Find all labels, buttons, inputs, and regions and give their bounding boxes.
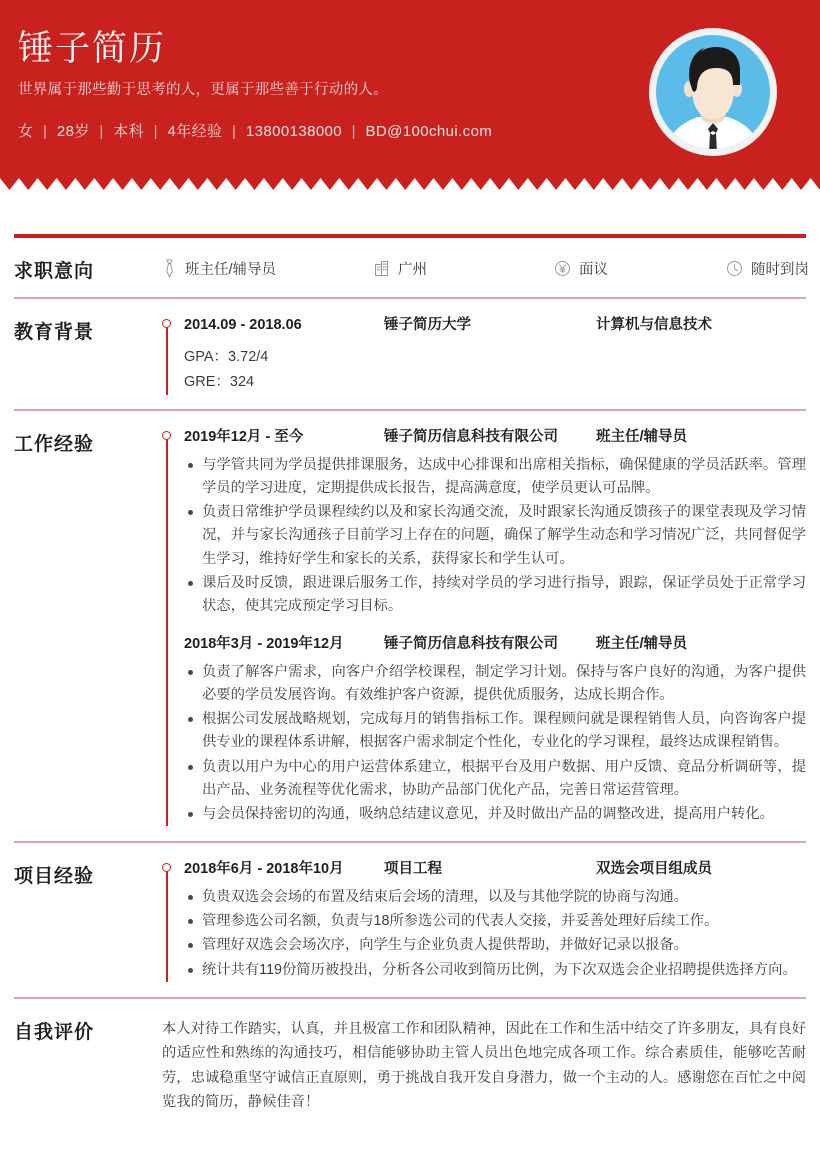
clock-icon — [726, 260, 743, 277]
section-work — [14, 411, 806, 843]
meta-age: 28岁 — [56, 123, 90, 141]
project-entry — [184, 859, 806, 982]
objective-item-city — [374, 258, 554, 279]
meta-email: BD@100chui.com — [365, 123, 493, 141]
section-self-evaluation — [14, 999, 806, 1129]
project-role: 双选会项目组成员 — [596, 861, 712, 878]
meta-separator: | — [99, 123, 104, 141]
section-title-work: 工作经验 — [14, 433, 95, 455]
section-education — [14, 299, 806, 411]
work-role: 班主任/辅导员 — [596, 636, 688, 652]
education-detail-gre: GRE：324 — [184, 373, 255, 390]
timeline-dot-icon — [162, 319, 171, 328]
objective-label-city: 广州 — [398, 262, 427, 278]
education-timeline — [162, 315, 806, 395]
yen-circle-icon — [554, 260, 571, 277]
project-date: 2018年6月 - 2018年10月 — [184, 861, 344, 878]
necktie-icon — [162, 259, 177, 278]
meta-phone: 13800138000 — [245, 123, 343, 141]
section-title-objective: 求职意向 — [14, 261, 95, 282]
project-entry-head — [184, 859, 806, 880]
list-item: 课后及时反馈，跟进课后服务工作，持续对学员的学习进行指导，跟踪，保证学员处于正常学习状态，使其完成预定学习目标。 — [184, 572, 806, 618]
bottom-spacer — [14, 1129, 806, 1147]
objective-label-position: 班主任/辅导员 — [185, 262, 277, 278]
header-tagline: 世界属于那些勤于思考的人，更属于那些善于行动的人。 — [18, 82, 388, 99]
objective-item-availability — [726, 258, 820, 279]
objective-label-salary: 面议 — [579, 262, 608, 278]
list-item: 负责日常维护学员课程续约以及和家长沟通交流，及时跟家长沟通反馈孩子的课堂表现及学习情况，并与家长沟通孩子目前学习上存在的问题，确保了解学生动态和学习情况广泛，共同督促学生学习，维持好学生和家长的关系，获得家长和学生认可。 — [184, 501, 806, 570]
objective-list — [162, 254, 820, 279]
education-major: 计算机与信息技术 — [596, 317, 712, 333]
meta-separator: | — [351, 123, 356, 141]
avatar — [648, 27, 778, 157]
timeline-dot-icon — [162, 863, 171, 872]
meta-separator: | — [42, 123, 48, 141]
project-timeline — [162, 859, 806, 982]
work-entry-head — [184, 427, 806, 448]
list-item: 与学管共同为学员提供排课服务，达成中心排课和出席相关指标，确保健康的学员活跃率。管理学员的学习进度，定期提供成长报告，提高满意度，使学员更认可品牌。 — [184, 454, 806, 500]
section-title-education: 教育背景 — [14, 322, 95, 343]
list-item: 与会员保持密切的沟通，吸纳总结建议意见，并及时做出产品的调整改进，提高用户转化。 — [184, 803, 806, 826]
zigzag-edge-decoration — [0, 176, 820, 190]
work-company: 锤子简历信息科技有限公司 — [384, 428, 558, 445]
objective-item-salary — [554, 258, 726, 279]
section-title-self-evaluation: 自我评价 — [14, 1021, 95, 1043]
project-name: 项目工程 — [384, 861, 442, 878]
education-details — [184, 345, 806, 395]
person-avatar-icon — [648, 27, 778, 157]
education-date: 2014.09 - 2018.06 — [184, 317, 302, 333]
work-entry — [184, 427, 806, 618]
work-bullets — [184, 661, 806, 826]
meta-separator: | — [232, 123, 237, 141]
objective-item-position — [162, 258, 374, 279]
project-bullets — [184, 886, 806, 982]
list-item: 统计共有119份简历被投出，分析各公司收到简历比例，为下次双选会企业招聘提供选择方向。 — [184, 959, 806, 982]
page-title: 锤子简历 — [18, 29, 167, 68]
meta-gender: 女 — [18, 123, 34, 141]
list-item: 负责以用户为中心的用户运营体系建立，根据平台及用户数据、用户反馈、竟品分析调研等，提出产品、业务流程等优化需求，协助产品部门优化产品，完善日常运营管理。 — [184, 756, 806, 802]
section-project — [14, 843, 806, 999]
list-item: 管理好双选会会场次序，向学生与企业负责人提供帮助，并做好记录以报备。 — [184, 934, 806, 957]
work-role: 班主任/辅导员 — [596, 428, 688, 445]
education-detail-gpa: GPA：3.72/4 — [184, 349, 269, 366]
list-item: 负贵双选会会场的布置及结束后会场的清理，以及与其他学院的协商与沟通。 — [184, 886, 806, 909]
work-bullets — [184, 454, 806, 618]
section-title-project: 项目经验 — [14, 866, 95, 888]
meta-separator: | — [153, 123, 158, 141]
section-objective — [14, 234, 809, 299]
timeline-dot-icon — [162, 431, 171, 440]
work-entry-head — [184, 634, 806, 655]
self-evaluation-text: 本人对待工作踏实，认真，并且极富工作和团队精神，因此在工作和生活中结交了许多朋友，具有良好的适应性和熟练的沟通技巧，相信能够协助主管人员出色地完成各项工作。综合素质佳，能够吃苦耐劳，忠诚稳重坚守诚信正直原则，勇于挑战自我开发自身潜力，做一个主动的人。感谢您在百忙之中阅览我的简历，静候佳音！ — [162, 1020, 806, 1111]
work-entry — [184, 634, 806, 826]
list-item: 管理参选公司名额，负责与18所参选公司的代表人交接，并妥善处理好后续工作。 — [184, 910, 806, 933]
work-date: 2018年3月 - 2019年12月 — [184, 636, 344, 652]
meta-experience: 4年经验 — [167, 123, 223, 141]
building-icon — [374, 260, 390, 277]
education-entry-head — [184, 315, 806, 336]
header-spacer — [14, 190, 806, 234]
list-item: 负责了解客户需求，向客户介绍学校课程，制定学习计划。保持与客户良好的沟通，为客户提供必要的学员发展咨询。有效维护客户资源，提供优质服务，达成长期合作。 — [184, 661, 806, 707]
entry-spacer — [184, 619, 806, 634]
list-item: 根据公司发展战略规划，完成每月的销售指标工作。课程顾问就是课程销售人员，向咨询客户提供专业的课程体系讲解，根据客户需求制定个性化，专业化的学习课程，最终达成课程销售。 — [184, 708, 806, 754]
education-entry — [184, 315, 806, 395]
work-timeline — [162, 427, 806, 826]
education-school: 锤子简历大学 — [384, 317, 471, 333]
resume-header — [0, 0, 820, 190]
meta-education: 本科 — [113, 123, 145, 141]
objective-label-availability: 随时到岗 — [751, 262, 809, 278]
work-company: 锤子简历信息科技有限公司 — [384, 636, 558, 652]
resume-body — [0, 190, 820, 1147]
work-date: 2019年12月 - 至今 — [184, 428, 304, 445]
